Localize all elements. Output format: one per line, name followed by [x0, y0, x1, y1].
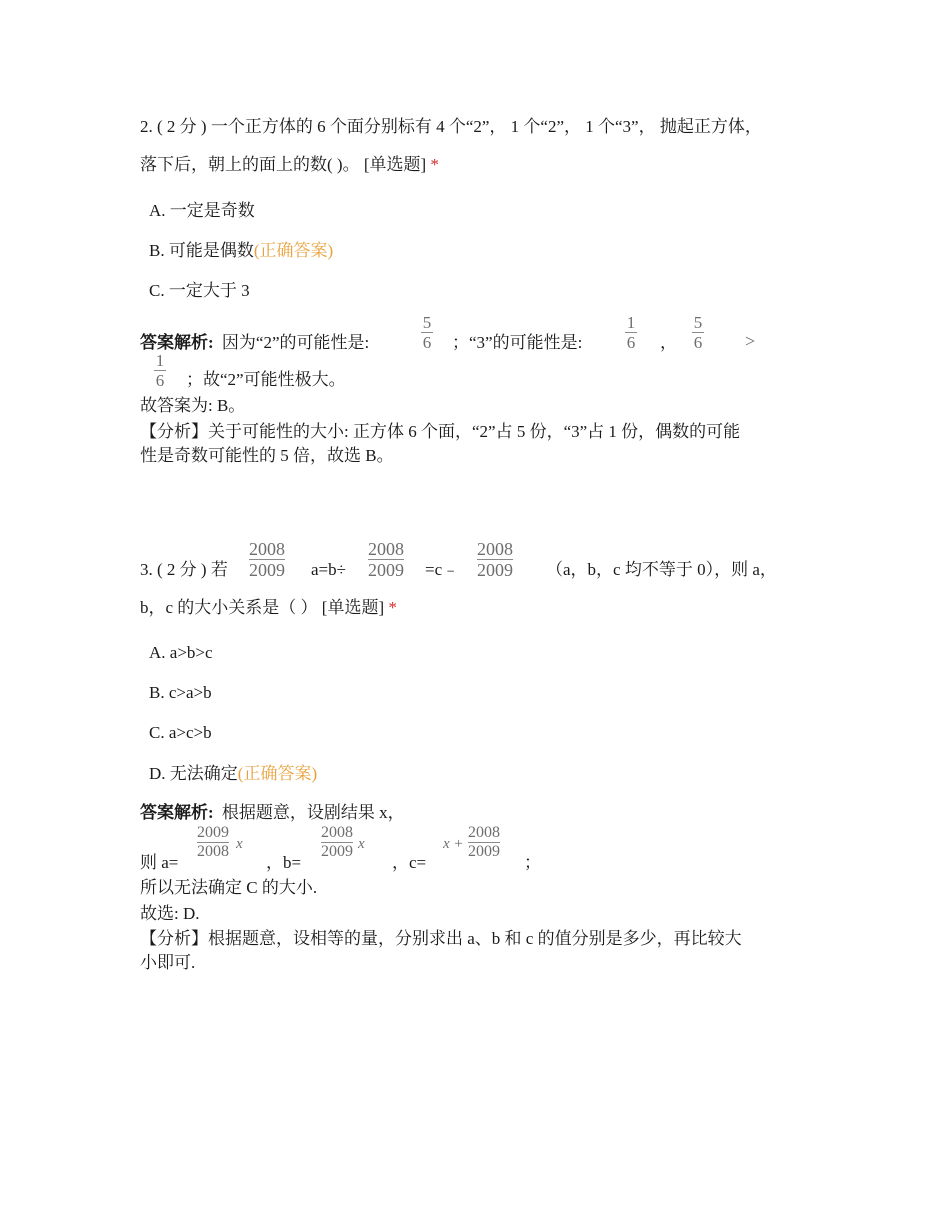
x-plus-term: x +	[443, 836, 464, 852]
q2-stem-line2	[140, 155, 439, 175]
fraction-numerator: 1	[155, 351, 165, 370]
q3-b-eq: ，b=	[266, 853, 302, 872]
fraction-numerator: 2008	[468, 824, 500, 841]
fraction-2009-2008	[197, 825, 229, 860]
q3-c-eq: ，c=	[392, 853, 427, 872]
variable-x: x	[236, 836, 243, 852]
q3-stem-prefix: 3. ( 2 分 ) 若	[140, 560, 228, 579]
fraction-denominator: 2009	[477, 560, 513, 580]
q2-option-c[interactable]	[149, 281, 250, 301]
fraction-numerator: 2009	[197, 824, 229, 841]
q2-stem-text: 落下后，朝上的面上的数( )。 [单选题]	[140, 155, 427, 174]
fraction-numerator: 1	[626, 313, 636, 332]
fraction-1-6	[625, 314, 637, 351]
q3-analysis-line1	[140, 803, 405, 823]
q2-analysis-d: ；故“2”可能性极大。	[186, 370, 346, 389]
fraction-denominator: 6	[155, 371, 165, 390]
fraction-denominator: 2009	[368, 560, 404, 580]
fraction-numerator: 5	[422, 313, 432, 332]
q3-stem-text: b，c 的大小关系是（ ） [单选题]	[140, 598, 385, 617]
q3-note-line2: 小即可.	[140, 953, 196, 972]
q3-stem-line2	[140, 598, 397, 618]
fraction-5-6	[421, 314, 433, 351]
q3-option-b[interactable]	[149, 683, 212, 703]
greater-than-sign: >	[745, 331, 756, 351]
fraction-denominator: 6	[693, 333, 703, 352]
q2-analysis-comma: ，	[660, 333, 677, 352]
fraction-2008-2009-e	[468, 825, 500, 860]
correct-answer-tag: (正确答案)	[237, 764, 318, 783]
q3-answer: 故选: D.	[140, 904, 200, 923]
q3-stem-mid1: a=b÷	[311, 560, 346, 579]
fraction-numerator: 2008	[249, 539, 285, 559]
q2-option-a[interactable]	[149, 201, 255, 221]
fraction-denominator: 6	[422, 333, 432, 352]
fraction-denominator: 2009	[468, 843, 500, 860]
correct-answer-tag: (正确答案)	[253, 241, 334, 260]
q3-semicolon: ；	[524, 853, 541, 872]
fraction-1-6-second	[154, 352, 166, 389]
q2-option-b[interactable]	[149, 241, 333, 261]
q2-stem-line1: 2. ( 2 分 ) 一个正方体的 6 个面分别标有 4 个“2”， 1 个“2”， 1 个“3”， 抛起正方体，	[140, 117, 762, 136]
q2-analysis-label	[140, 333, 369, 353]
fraction-2008-2009-d	[321, 825, 353, 860]
analysis-label: 答案解析:	[140, 803, 214, 822]
q3-option-a[interactable]	[149, 643, 213, 663]
analysis-label: 答案解析:	[140, 333, 214, 352]
fraction-numerator: 5	[693, 313, 703, 332]
option-label: C. 一定大于 3	[149, 281, 250, 300]
variable-x: x	[358, 836, 365, 852]
q2-answer: 故答案为: B。	[140, 396, 246, 415]
analysis-text-a: 因为“2”的可能性是:	[221, 333, 370, 352]
q2-note-line2: 性是奇数可能性的 5 倍，故选 B。	[140, 446, 394, 465]
fraction-denominator: 2009	[249, 560, 285, 580]
q3-stem-suffix: （a，b，c 均不等于 0），则 a，	[546, 560, 777, 579]
option-label: B. c>a>b	[149, 683, 212, 702]
q3-option-c[interactable]	[149, 723, 212, 743]
required-star: *	[388, 598, 397, 617]
option-label: B. 可能是偶数	[149, 241, 254, 260]
fraction-numerator: 2008	[368, 539, 404, 559]
analysis-text: 根据题意，设剧结果 x，	[221, 803, 405, 822]
q3-note-line1: 【分析】根据题意，设相等的量，分别求出 a、b 和 c 的值分别是多少，再比较大	[140, 929, 742, 948]
fraction-5-6-second	[692, 314, 704, 351]
fraction-2008-2009-b	[368, 540, 404, 579]
option-label: A. a>b>c	[149, 643, 213, 662]
required-star: *	[430, 155, 439, 174]
option-label: D. 无法确定	[149, 764, 238, 783]
fraction-denominator: 6	[626, 333, 636, 352]
q3-analysis-line3: 所以无法确定 C 的大小.	[140, 878, 318, 897]
fraction-denominator: 2008	[197, 843, 229, 860]
q3-stem-mid2: =c﹣	[425, 560, 460, 579]
fraction-numerator: 2008	[321, 824, 353, 841]
q3-a-eq: 则 a=	[140, 853, 179, 872]
q3-option-d[interactable]	[149, 764, 317, 784]
q2-analysis-b: ；“3”的可能性是:	[452, 333, 583, 352]
fraction-denominator: 2009	[321, 843, 353, 860]
fraction-2008-2009-a	[249, 540, 285, 579]
option-label: A. 一定是奇数	[149, 201, 255, 220]
fraction-numerator: 2008	[477, 539, 513, 559]
option-label: C. a>c>b	[149, 723, 212, 742]
fraction-2008-2009-c	[477, 540, 513, 579]
q2-note-line1: 【分析】关于可能性的大小: 正方体 6 个面，“2”占 5 份，“3”占 1 份，偶数的可能	[140, 422, 741, 441]
